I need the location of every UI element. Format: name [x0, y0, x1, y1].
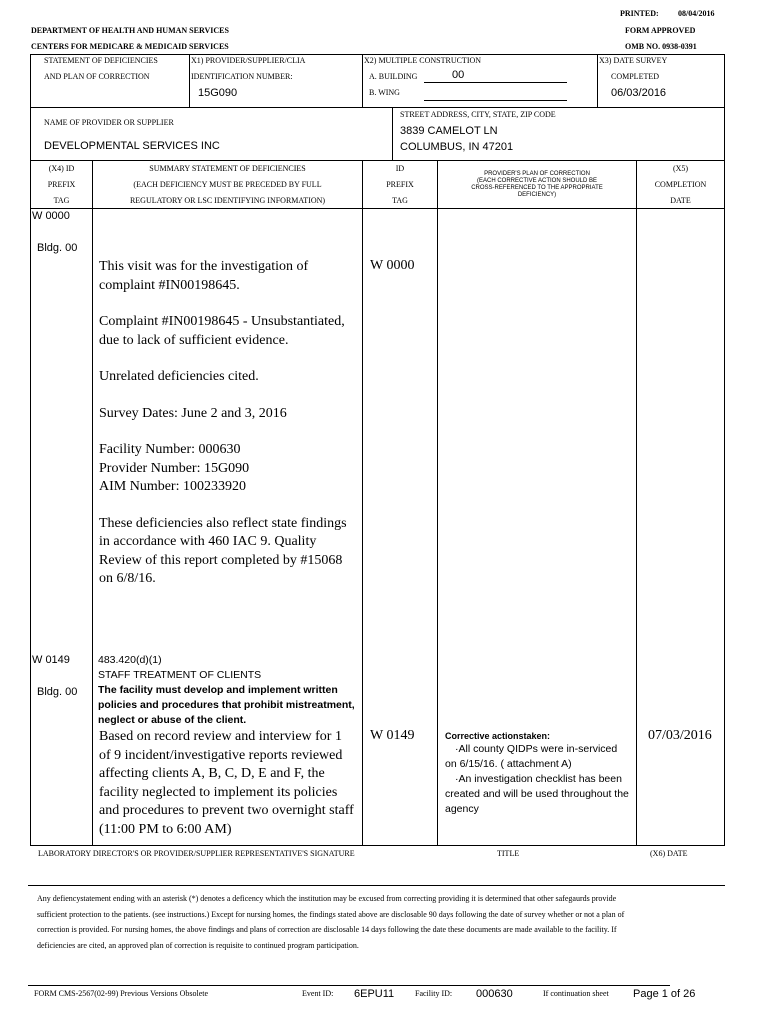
form-approved: FORM APPROVED	[625, 26, 696, 35]
id-prefix-tag: W 0000	[370, 258, 415, 273]
summary-header-3: REGULATORY OR LSC IDENTIFYING INFORMATION)	[129, 196, 326, 205]
signature-label: LABORATORY DIRECTOR'S OR PROVIDER/SUPPLIER REPRESENTATIVE'S SIGNATURE	[38, 849, 355, 858]
id-header-1: ID	[395, 164, 405, 173]
building-tag: Bldg. 00	[37, 686, 78, 698]
x1-label-1: X1) PROVIDER/SUPPLIER/CLIA	[191, 56, 306, 65]
provider-id-value: 15G090	[198, 87, 238, 99]
survey-date-value: 06/03/2016	[611, 87, 667, 99]
omb-number: OMB NO. 0938-0391	[625, 42, 697, 51]
plan-header-3: CROSS-REFERENCED TO THE APPROPRIATE	[471, 185, 603, 191]
deficiency-tag: W 0149	[32, 654, 70, 666]
plan-header-4: DEFICIENCY)	[517, 192, 557, 198]
completion-date: 07/03/2016	[648, 728, 712, 743]
finding-text: Based on record review and interview for 1 of 9 incident/investigative reports reviewed affecting clients A, B, C, D, E and F, the facility neglected to implement its policies and procedures to prevent two overnight staff (11:00 PM to 6:00 AM)	[99, 729, 354, 837]
x5-header-2: COMPLETION	[654, 180, 707, 189]
deficiency-tag: W 0000	[32, 210, 70, 222]
form-id: FORM CMS-2567(02-99) Previous Versions Obsolete	[34, 989, 209, 998]
summary-paragraph: Facility Number: 000630	[99, 442, 241, 457]
disclaimer-text: Any defiencystatement ending with an asterisk (*) denotes a deficency which the institution may be excused from correcting providing it is determined that other safegaurds provide sufficient protection to the patients. (see instructions.) Except for nursing homes, the findings stated above are disclosable 90 days following the date of survey whether or not a plan of correction is provided. For nursing homes, the above findings and plans of correction are disclosable 14 days following the date these documents are made available to the facility. If deficiencies are cited, an approved plan of correction is requisite to continued program participation.	[37, 894, 625, 950]
building-label: A. BUILDING	[369, 72, 418, 81]
x4-header-2: PREFIX	[47, 180, 76, 189]
statement-label-1: STATEMENT OF DEFICIENCIES	[44, 56, 158, 65]
printed-date: 08/04/2016	[678, 9, 715, 18]
date-label: (X6) DATE	[650, 849, 688, 858]
x3-label-2: COMPLETED	[611, 72, 659, 81]
facility-id-label: Facility ID:	[415, 989, 453, 998]
plan-item: ·All county QIDPs were in-serviced on 6/15/16. ( attachment A)	[445, 743, 618, 770]
address-line-2: COLUMBUS, IN 47201	[400, 141, 514, 153]
summary-header-1: SUMMARY STATEMENT OF DEFICIENCIES	[149, 164, 306, 173]
provider-name-value: DEVELOPMENTAL SERVICES INC	[44, 140, 220, 152]
event-id-value: 6EPU11	[354, 988, 395, 1000]
regulation-cite: 483.420(d)(1)	[98, 654, 162, 666]
x1-label-2: IDENTIFICATION NUMBER:	[191, 72, 293, 81]
plan-heading: Corrective actionstaken:	[445, 731, 551, 741]
summary-paragraph: Provider Number: 15G090	[99, 460, 250, 476]
regulation-title: STAFF TREATMENT OF CLIENTS	[98, 669, 262, 681]
page-number: Page 1 of 26	[633, 988, 696, 1000]
id-prefix-tag: W 0149	[370, 728, 415, 743]
x5-header-3: DATE	[670, 196, 691, 205]
department-title: DEPARTMENT OF HEALTH AND HUMAN SERVICES	[31, 26, 229, 35]
event-id-label: Event ID:	[302, 989, 334, 998]
provider-name-label: NAME OF PROVIDER OR SUPPLIER	[44, 118, 174, 127]
summary-paragraph: Complaint #IN00198645 - Unsubstantiated, due to lack of sufficient evidence.	[99, 314, 345, 348]
summary-paragraph: AIM Number: 100233920	[99, 479, 246, 494]
summary-paragraph: Unrelated deficiencies cited.	[99, 369, 259, 384]
building-tag: Bldg. 00	[37, 242, 78, 254]
id-header-3: TAG	[392, 196, 408, 205]
plan-item: ·An investigation checklist has been created and will be used throughout the agency	[445, 773, 629, 815]
cms-title: CENTERS FOR MEDICARE & MEDICAID SERVICES	[31, 42, 229, 51]
plan-text	[445, 742, 630, 817]
plan-header	[438, 171, 636, 199]
continuation-label: If continuation sheet	[543, 989, 609, 998]
plan-header-2: (EACH CORRECTIVE ACTION SHOULD BE	[476, 178, 598, 184]
x4-header-3: TAG	[53, 196, 70, 205]
address-label: STREET ADDRESS, CITY, STATE, ZIP CODE	[400, 110, 556, 119]
summary-paragraph: These deficiencies also reflect state findings in accordance with 460 IAC 9. Quality Review of this report completed by #15068 on 6/8/16.	[99, 515, 347, 586]
x5-header-1: (X5)	[672, 164, 689, 173]
x2-label: X2) MULTIPLE CONSTRUCTION	[364, 56, 482, 65]
summary-paragraph: Survey Dates: June 2 and 3, 2016	[99, 405, 287, 421]
wing-label: B. WING	[369, 88, 400, 97]
title-label: TITLE	[497, 849, 520, 858]
statement-label-2: AND PLAN OF CORRECTION	[44, 72, 150, 81]
plan-header-1: PROVIDER'S PLAN OF CORRECTION	[484, 171, 590, 177]
id-header-2: PREFIX	[386, 180, 414, 189]
x3-label-1: X3) DATE SURVEY	[599, 56, 668, 65]
printed-label: PRINTED:	[620, 9, 659, 18]
building-value: 00	[452, 69, 465, 81]
address-line-1: 3839 CAMELOT LN	[400, 125, 498, 137]
summary-paragraph: This visit was for the investigation of complaint #IN00198645.	[99, 259, 309, 293]
facility-id-value: 000630	[476, 988, 513, 1000]
regulation-block	[98, 653, 360, 728]
x4-header-1: (X4) ID	[48, 164, 75, 173]
summary-text	[99, 258, 357, 589]
summary-header-2: (EACH DEFICIENCY MUST BE PRECEDED BY FULL	[133, 180, 322, 189]
regulation-text: The facility must develop and implement written policies and procedures that prohibit mistreatment, neglect or abuse of the client.	[98, 684, 355, 726]
